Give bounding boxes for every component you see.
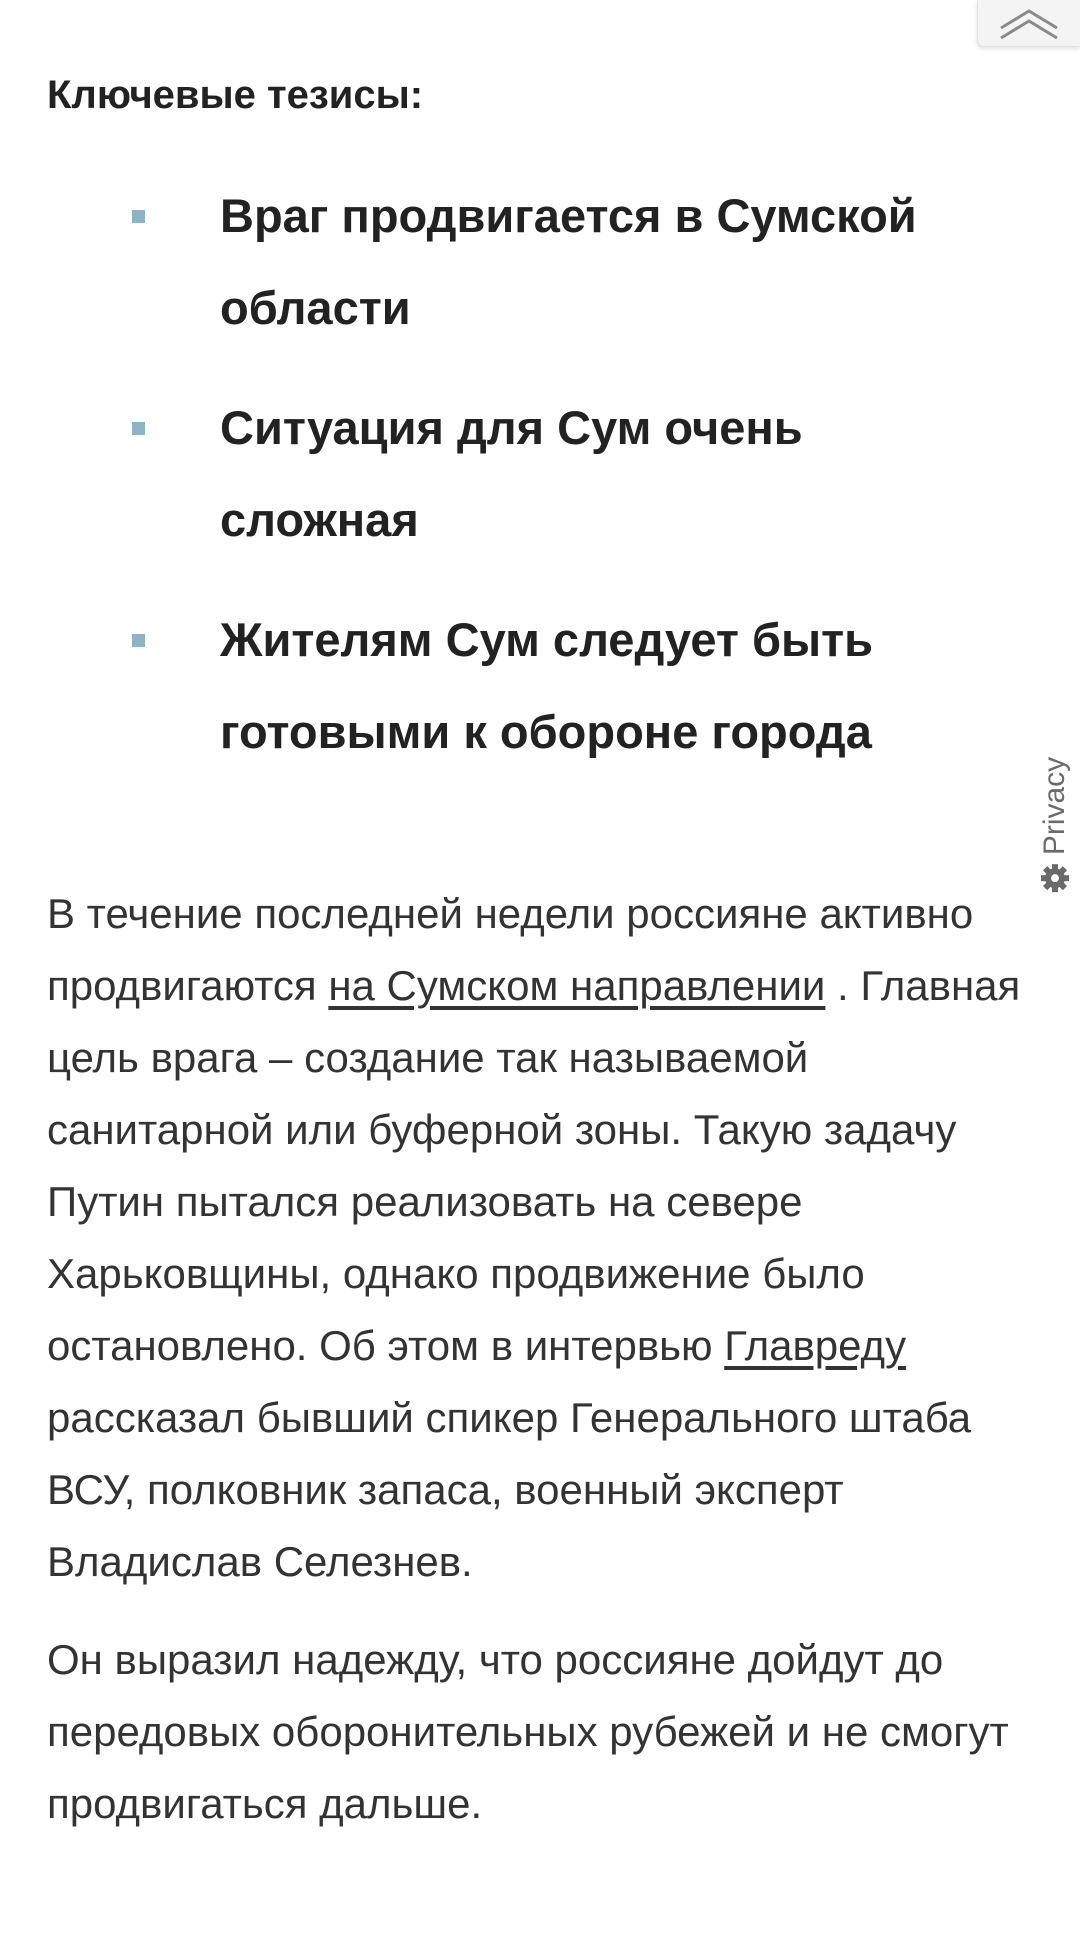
glavred-link[interactable]: Главреду bbox=[724, 1322, 907, 1369]
thesis-item bbox=[47, 170, 1007, 354]
double-chevron-up-icon bbox=[993, 6, 1065, 40]
paragraph-text: рассказал бывший спикер Генерального штаба ВСУ, полковник запаса, военный эксперт Владислав Селезнев. bbox=[47, 1394, 972, 1585]
thesis-text: Враг продвигается в Сумской области bbox=[220, 189, 917, 334]
article-body bbox=[47, 878, 1037, 1866]
privacy-tab-content bbox=[1038, 757, 1072, 893]
bullet-square-icon bbox=[132, 422, 145, 435]
thesis-item bbox=[47, 382, 1007, 566]
bullet-square-icon bbox=[132, 634, 145, 647]
paragraph bbox=[47, 878, 1037, 1598]
sumy-direction-link[interactable]: на Сумском направлении bbox=[328, 962, 826, 1009]
thesis-item bbox=[47, 594, 1007, 778]
gear-icon bbox=[1040, 863, 1070, 893]
thesis-text: Жителям Сум следует быть готовыми к обороне города bbox=[220, 613, 874, 758]
paragraph-text: . Главная цель врага – создание так называемой санитарной или буферной зоны. Такую задачу Путин пытался реализовать на севере Харьковщины, однако продвижение было остановлено. Об этом в интервью bbox=[47, 962, 1021, 1369]
privacy-label: Privacy bbox=[1038, 756, 1071, 856]
paragraph: Он выразил надежду, что россияне дойдут до передовых оборонительных рубежей и не смогут продвигаться дальше. bbox=[47, 1636, 1009, 1827]
key-theses-list bbox=[47, 170, 1007, 806]
scroll-to-top-button[interactable] bbox=[977, 0, 1080, 47]
bullet-square-icon bbox=[132, 210, 145, 223]
privacy-settings-tab[interactable] bbox=[1030, 740, 1080, 910]
key-theses-heading: Ключевые тезисы: bbox=[47, 73, 424, 117]
paragraph-text: В течение последней недели россияне активно продвигаются bbox=[47, 890, 974, 1009]
thesis-text: Ситуация для Сум очень сложная bbox=[220, 401, 803, 546]
